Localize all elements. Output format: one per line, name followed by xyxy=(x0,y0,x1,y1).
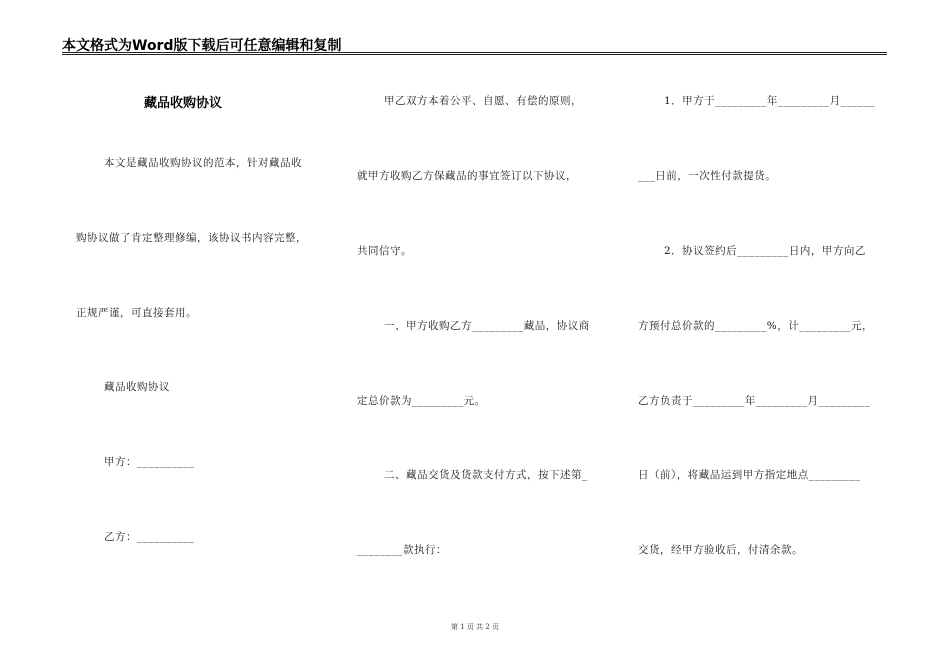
header-rule xyxy=(62,52,887,53)
payment-option-2-line: 2．协议签约后_________日内，甲方向乙 xyxy=(664,245,866,257)
clause-1-line: 定总价款为_________元。 xyxy=(357,395,486,407)
clause-2-line: ________款执行： xyxy=(357,544,447,556)
paragraph-line: 就甲方收购乙方保藏品的事宜签订以下协议， xyxy=(357,170,577,182)
paragraph-line: 本文是藏品收购协议的范本，针对藏品收 xyxy=(104,157,302,169)
payment-option-1-line: ___日前，一次性付款提货。 xyxy=(638,170,777,182)
header-rule-double xyxy=(62,54,887,55)
party-b-field: 乙方：__________ xyxy=(104,531,195,543)
payment-option-2-line: 乙方负责于_________年_________月_________ xyxy=(638,395,871,407)
document-header: 本文格式为Word版下载后可任意编辑和复制 xyxy=(62,38,342,54)
agreement-subtitle: 藏品收购协议 xyxy=(104,381,170,393)
paragraph-line: 正规严谨，可直接套用。 xyxy=(76,307,197,319)
payment-option-2-line: 方预付总价款的_________%，计_________元， xyxy=(638,320,873,332)
payment-option-2-line: 交货，经甲方验收后，付清余款。 xyxy=(638,544,803,556)
document-title: 藏品收购协议 xyxy=(144,96,223,111)
paragraph-line: 共同信守。 xyxy=(357,245,412,257)
clause-1-line: 一、甲方收购乙方_________藏品，协议商 xyxy=(384,320,590,332)
party-a-field: 甲方：__________ xyxy=(104,456,195,468)
clause-2-line: 二、藏品交货及货款支付方式，按下述第_ xyxy=(384,469,588,481)
payment-option-2-line: 日（前），将藏品运到甲方指定地点_________ xyxy=(638,469,861,481)
page-number: 第 1 页 共 2 页 xyxy=(450,623,500,631)
paragraph-line: 甲乙双方本着公平、自愿、有偿的原则， xyxy=(384,95,582,107)
paragraph-line: 购协议做了肯定整理修编，该协议书内容完整， xyxy=(76,232,307,244)
payment-option-1-line: 1．甲方于_________年_________月______ xyxy=(664,95,876,107)
